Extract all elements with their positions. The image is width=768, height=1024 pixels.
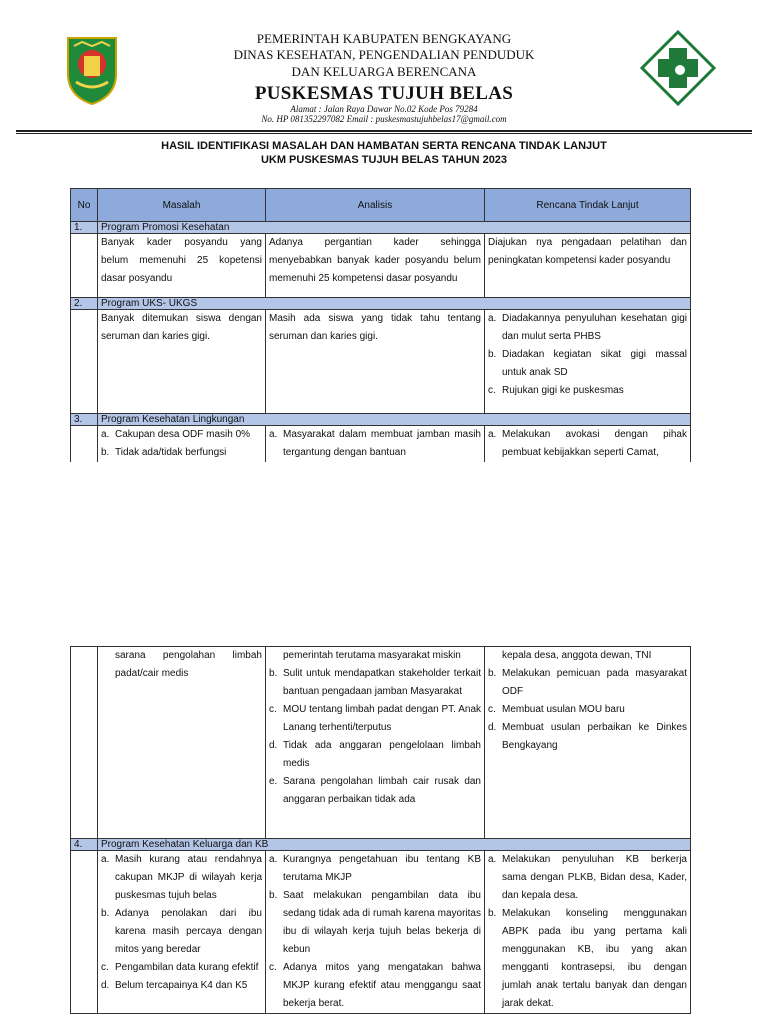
table-header-row <box>71 189 691 222</box>
section-row <box>71 414 691 426</box>
list-item: Melakukan avokasi dengan pihak pembuat kebijakkan seperti Camat, <box>502 429 687 458</box>
list-marker: c. <box>488 704 496 715</box>
list-marker: d. <box>269 740 278 751</box>
table-row <box>71 851 691 1014</box>
list-marker: c. <box>269 962 277 973</box>
table-row <box>71 647 691 839</box>
rtl-cell <box>485 310 691 414</box>
masalah-cell <box>98 426 266 463</box>
analisis-cell <box>266 426 485 463</box>
table-row <box>71 426 691 463</box>
masalah-cell <box>98 647 266 839</box>
list-marker: b. <box>488 668 497 679</box>
list-marker: d. <box>488 722 497 733</box>
list-item-continued: sarana pengolahan limbah padat/cair medis <box>115 650 262 679</box>
list-item: Cakupan desa ODF masih 0% <box>115 429 251 440</box>
list-item: Melakukan konseling menggunakan ABPK pada ibu yang pertama kali menggunakan KB, ibu yang akan mengganti kontrasepsi, ibu dengan jumlah anak tertalu banyak dan dengan jarak dekat. <box>502 908 687 1009</box>
table-row <box>71 310 691 414</box>
col-rtl: Rencana Tindak Lanjut <box>485 189 691 222</box>
list-marker: a. <box>488 313 497 324</box>
list-item: Saat melakukan pengambilan data ibu sedang tidak ada di rumah karena mayoritas ibu di wilayah kerja tujuh belas bekerja di kebun <box>283 890 481 955</box>
section-name: Program Kesehatan Keluarga dan KB <box>98 839 691 851</box>
list-item: Kurangnya pengetahuan ibu tentang KB terutama MKJP <box>283 854 481 883</box>
rtl-cell <box>485 647 691 839</box>
list-marker: c. <box>269 704 277 715</box>
list-item: Membuat usulan perbaikan ke Dinkes Bengkayang <box>502 722 687 751</box>
list-item: Pengambilan data kurang efektif <box>115 962 259 973</box>
list-marker: c. <box>101 962 109 973</box>
list-marker: b. <box>488 349 497 360</box>
list-marker: b. <box>488 908 497 919</box>
header-address: Alamat : Jalan Raya Dawar No.02 Kode Pos 79284 <box>290 104 478 114</box>
list-item: Masyarakat dalam membuat jamban masih tergantung dengan bantuan <box>283 429 481 458</box>
list-item: Masih kurang atau rendahnya cakupan MKJP di wilayah kerja puskesmas tujuh belas <box>115 854 262 901</box>
header-contact: No. HP 081352297082 Email : puskesmastujuhbelas17@gmail.com <box>261 114 507 124</box>
header-government: PEMERINTAH KABUPATEN BENGKAYANG <box>256 31 512 46</box>
list-item-continued: kepala desa, anggota dewan, TNI <box>502 650 652 661</box>
problem-table-page1 <box>70 188 691 462</box>
section-row <box>71 839 691 851</box>
list-marker: b. <box>101 447 110 458</box>
analisis-cell <box>266 851 485 1014</box>
list-marker: a. <box>488 854 497 865</box>
list-item: Melakukan pemicuan pada masyarakat ODF <box>502 668 687 697</box>
list-item: Adanya mitos yang mengatakan bahwa MKJP kurang efektif atau menggangu saat bekerja berat. <box>283 962 481 1009</box>
analisis-cell: Masih ada siswa yang tidak tahu tentang seruman dan karies gigi. <box>266 310 485 414</box>
list-marker: a. <box>101 854 110 865</box>
list-marker: a. <box>488 429 497 440</box>
list-item: Membuat usulan MOU baru <box>502 704 625 715</box>
masalah-cell <box>98 851 266 1014</box>
section-name: Program Kesehatan Lingkungan <box>98 414 691 426</box>
problem-table-page2 <box>70 646 691 1014</box>
section-number: 4. <box>71 839 98 851</box>
rtl-cell <box>485 426 691 463</box>
section-name: Program Promosi Kesehatan <box>98 222 691 234</box>
section-number: 1. <box>71 222 98 234</box>
list-marker: c. <box>488 385 496 396</box>
section-number: 2. <box>71 298 98 310</box>
list-marker: e. <box>269 776 278 787</box>
masalah-cell: Banyak ditemukan siswa dengan seruman dan karies gigi. <box>98 310 266 414</box>
header-puskesmas-name: PUSKESMAS TUJUH BELAS <box>254 83 514 104</box>
section-name: Program UKS- UKGS <box>98 298 691 310</box>
list-item: Rujukan gigi ke puskesmas <box>502 385 624 396</box>
list-marker: a. <box>101 429 110 440</box>
col-no: No <box>71 189 98 222</box>
table-row <box>71 234 691 298</box>
col-masalah: Masalah <box>98 189 266 222</box>
list-marker: a. <box>269 854 278 865</box>
list-marker: b. <box>101 908 110 919</box>
list-item: Diadakan kegiatan sikat gigi massal untuk anak SD <box>502 349 687 378</box>
section-row <box>71 222 691 234</box>
rtl-cell: Diajukan nya pengadaan pelatihan dan peningkatan kompetensi kader posyandu <box>485 234 691 298</box>
masalah-cell: Banyak kader posyandu yang belum memenuhi 25 kopetensi dasar posyandu <box>98 234 266 298</box>
col-analisis: Analisis <box>266 189 485 222</box>
list-item: Sarana pengolahan limbah cair rusak dan anggaran perbaikan tidak ada <box>283 776 481 805</box>
analisis-cell <box>266 647 485 839</box>
header-department: DINAS KESEHATAN, PENGENDALIAN PENDUDUK <box>233 47 535 62</box>
list-marker: d. <box>101 980 110 991</box>
list-marker: b. <box>269 668 278 679</box>
list-item: Melakukan penyuluhan KB berkerja sama dengan PLKB, Bidan desa, Kader, dan kepala desa. <box>502 854 687 901</box>
list-item: Sulit untuk mendapatkan stakeholder terkait bantuan pengadaan jamban Masyarakat <box>283 668 481 697</box>
list-item: MOU tentang limbah padat dengan PT. Anak Lanang terhenti/terputus <box>283 704 481 733</box>
list-item: Diadakannya penyuluhan kesehatan gigi dan mulut serta PHBS <box>502 313 687 342</box>
list-item: Tidak ada anggaran pengelolaan limbah medis <box>283 740 481 769</box>
list-marker: b. <box>269 890 278 901</box>
list-item: Belum tercapainya K4 dan K5 <box>115 980 248 991</box>
list-item-continued: pemerintah terutama masyarakat miskin <box>283 650 461 661</box>
document-title: HASIL IDENTIFIKASI MASALAH DAN HAMBATAN SERTA RENCANA TINDAK LANJUT <box>161 140 607 152</box>
list-marker: a. <box>269 429 278 440</box>
header-department-cont: DAN KELUARGA BERENCANA <box>291 64 477 79</box>
section-number: 3. <box>71 414 98 426</box>
rtl-cell <box>485 851 691 1014</box>
section-row <box>71 298 691 310</box>
analisis-cell: Adanya pergantian kader sehingga menyebabkan banyak kader posyandu belum memenuhi 25 kompetensi dasar posyandu <box>266 234 485 298</box>
document-subtitle: UKM PUSKESMAS TUJUH BELAS TAHUN 2023 <box>260 154 508 166</box>
list-item: Tidak ada/tidak berfungsi <box>115 447 227 458</box>
list-item: Adanya penolakan dari ibu karena masih percaya dengan mitos yang beredar <box>115 908 262 955</box>
